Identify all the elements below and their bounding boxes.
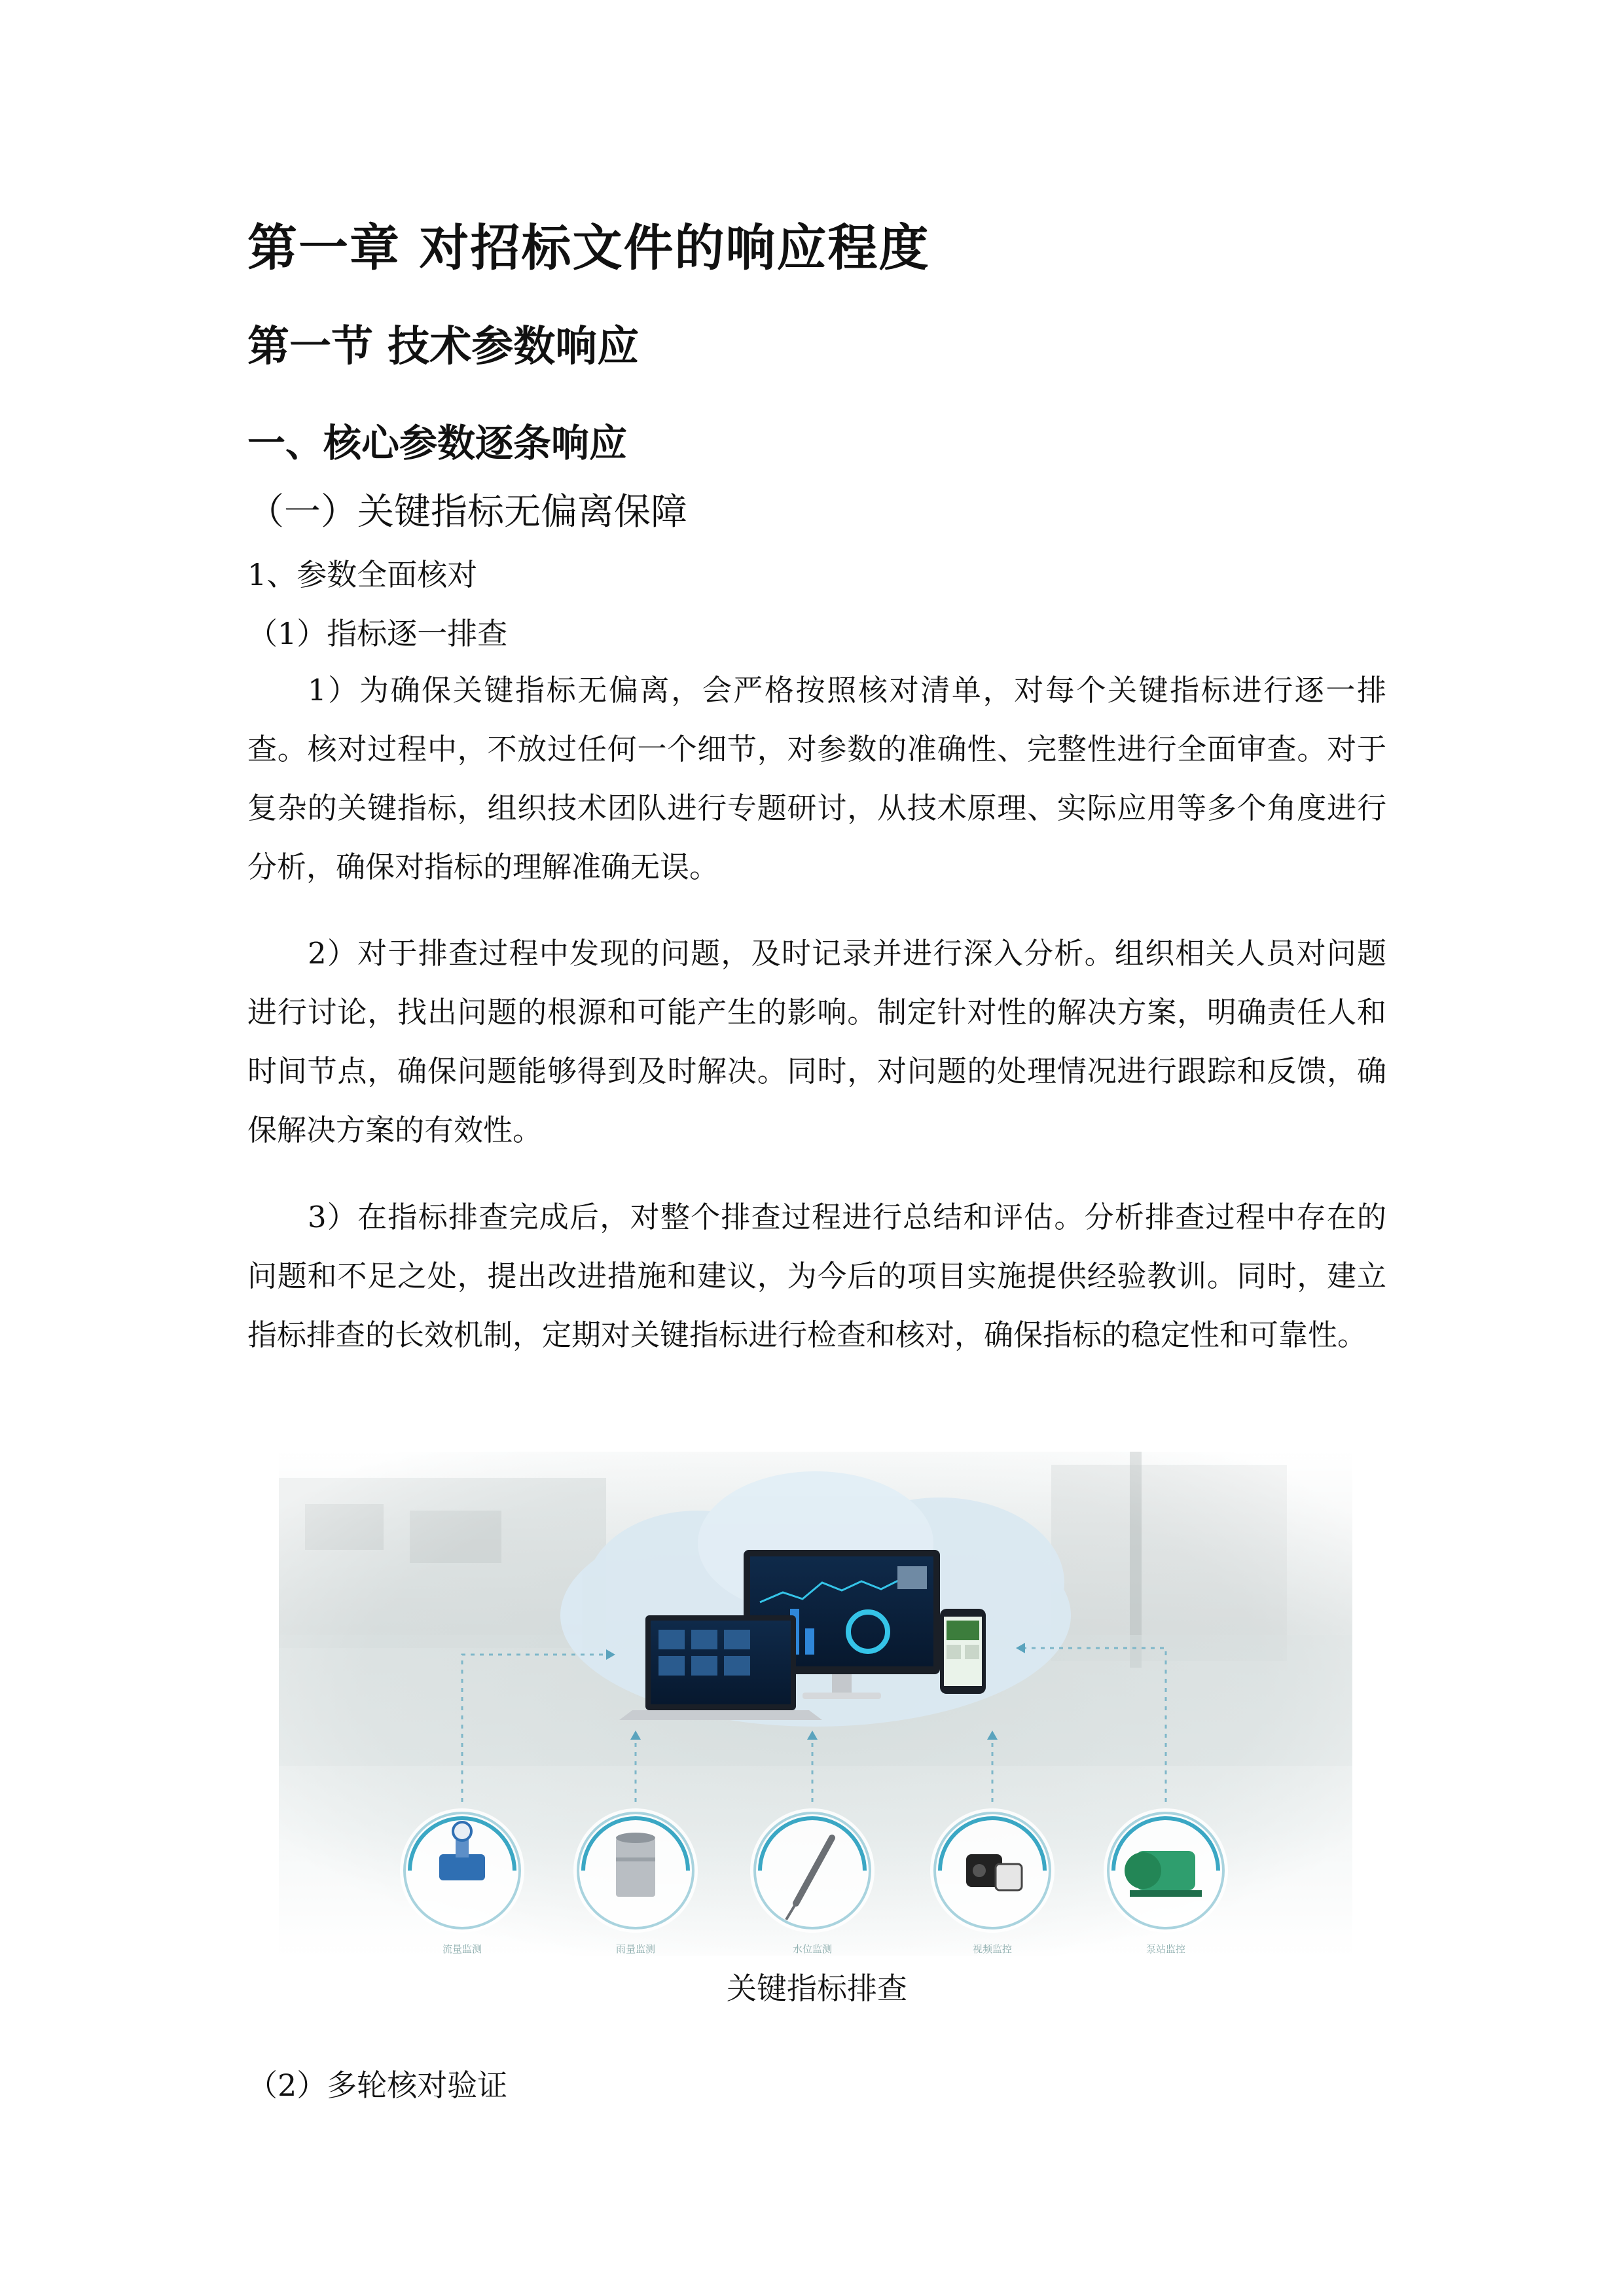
paragraph-3: 3）在指标排查完成后，对整个排查过程进行总结和评估。分析排查过程中存在的问题和不足之处，提出改进措施和建议，为今后的项目实施提供经验教训。同时，建立指标排查的长效机制，定期对关键指标进行检查和核对，确保指标的稳定性和可靠性。 bbox=[247, 1200, 1386, 1352]
chapter-title: 第一章 对招标文件的响应程度 bbox=[247, 219, 930, 277]
node-label: 雨量监测 bbox=[615, 1943, 656, 1955]
point-title: 1、参数全面核对 bbox=[247, 557, 478, 592]
monitoring-system-figure bbox=[279, 1452, 1352, 1956]
smartphone-icon bbox=[940, 1609, 986, 1694]
paragraph-1: 1）为确保关键指标无偏离，会严格按照核对清单，对每个关键指标进行逐一排查。核对过程中，不放过任何一个细节，对参数的准确性、完整性进行全面审查。对于复杂的关键指标，组织技术团队进行专题研讨，从技术原理、实际应用等多个角度进行分析，确保对指标的理解准确无误。 bbox=[247, 673, 1386, 884]
item-title: （一）关键指标无偏离保障 bbox=[247, 491, 687, 533]
laptop-icon bbox=[619, 1615, 822, 1720]
subpoint-title: （1）指标逐一排查 bbox=[247, 616, 508, 651]
node-label: 泵站监控 bbox=[1146, 1943, 1186, 1955]
figure-caption: 关键指标排查 bbox=[727, 1971, 907, 2006]
figure-illustration bbox=[279, 1452, 1352, 1956]
subsection-title: 一、核心参数逐条响应 bbox=[247, 421, 628, 465]
paragraph-2: 2）对于排查过程中发现的问题，及时记录并进行深入分析。组织相关人员对问题进行讨论，找出问题的根源和可能产生的影响。制定针对性的解决方案，明确责任人和时间节点，确保问题能够得到及时解决。同时，对问题的处理情况进行跟踪和反馈，确保解决方案的有效性。 bbox=[247, 936, 1386, 1147]
subpoint-title-2: （2）多轮核对验证 bbox=[247, 2068, 508, 2103]
node-label: 流量监测 bbox=[442, 1943, 482, 1955]
node-label: 视频监控 bbox=[972, 1943, 1013, 1955]
section-title: 第一节 技术参数响应 bbox=[247, 323, 640, 371]
node-label: 水位监测 bbox=[792, 1943, 833, 1955]
